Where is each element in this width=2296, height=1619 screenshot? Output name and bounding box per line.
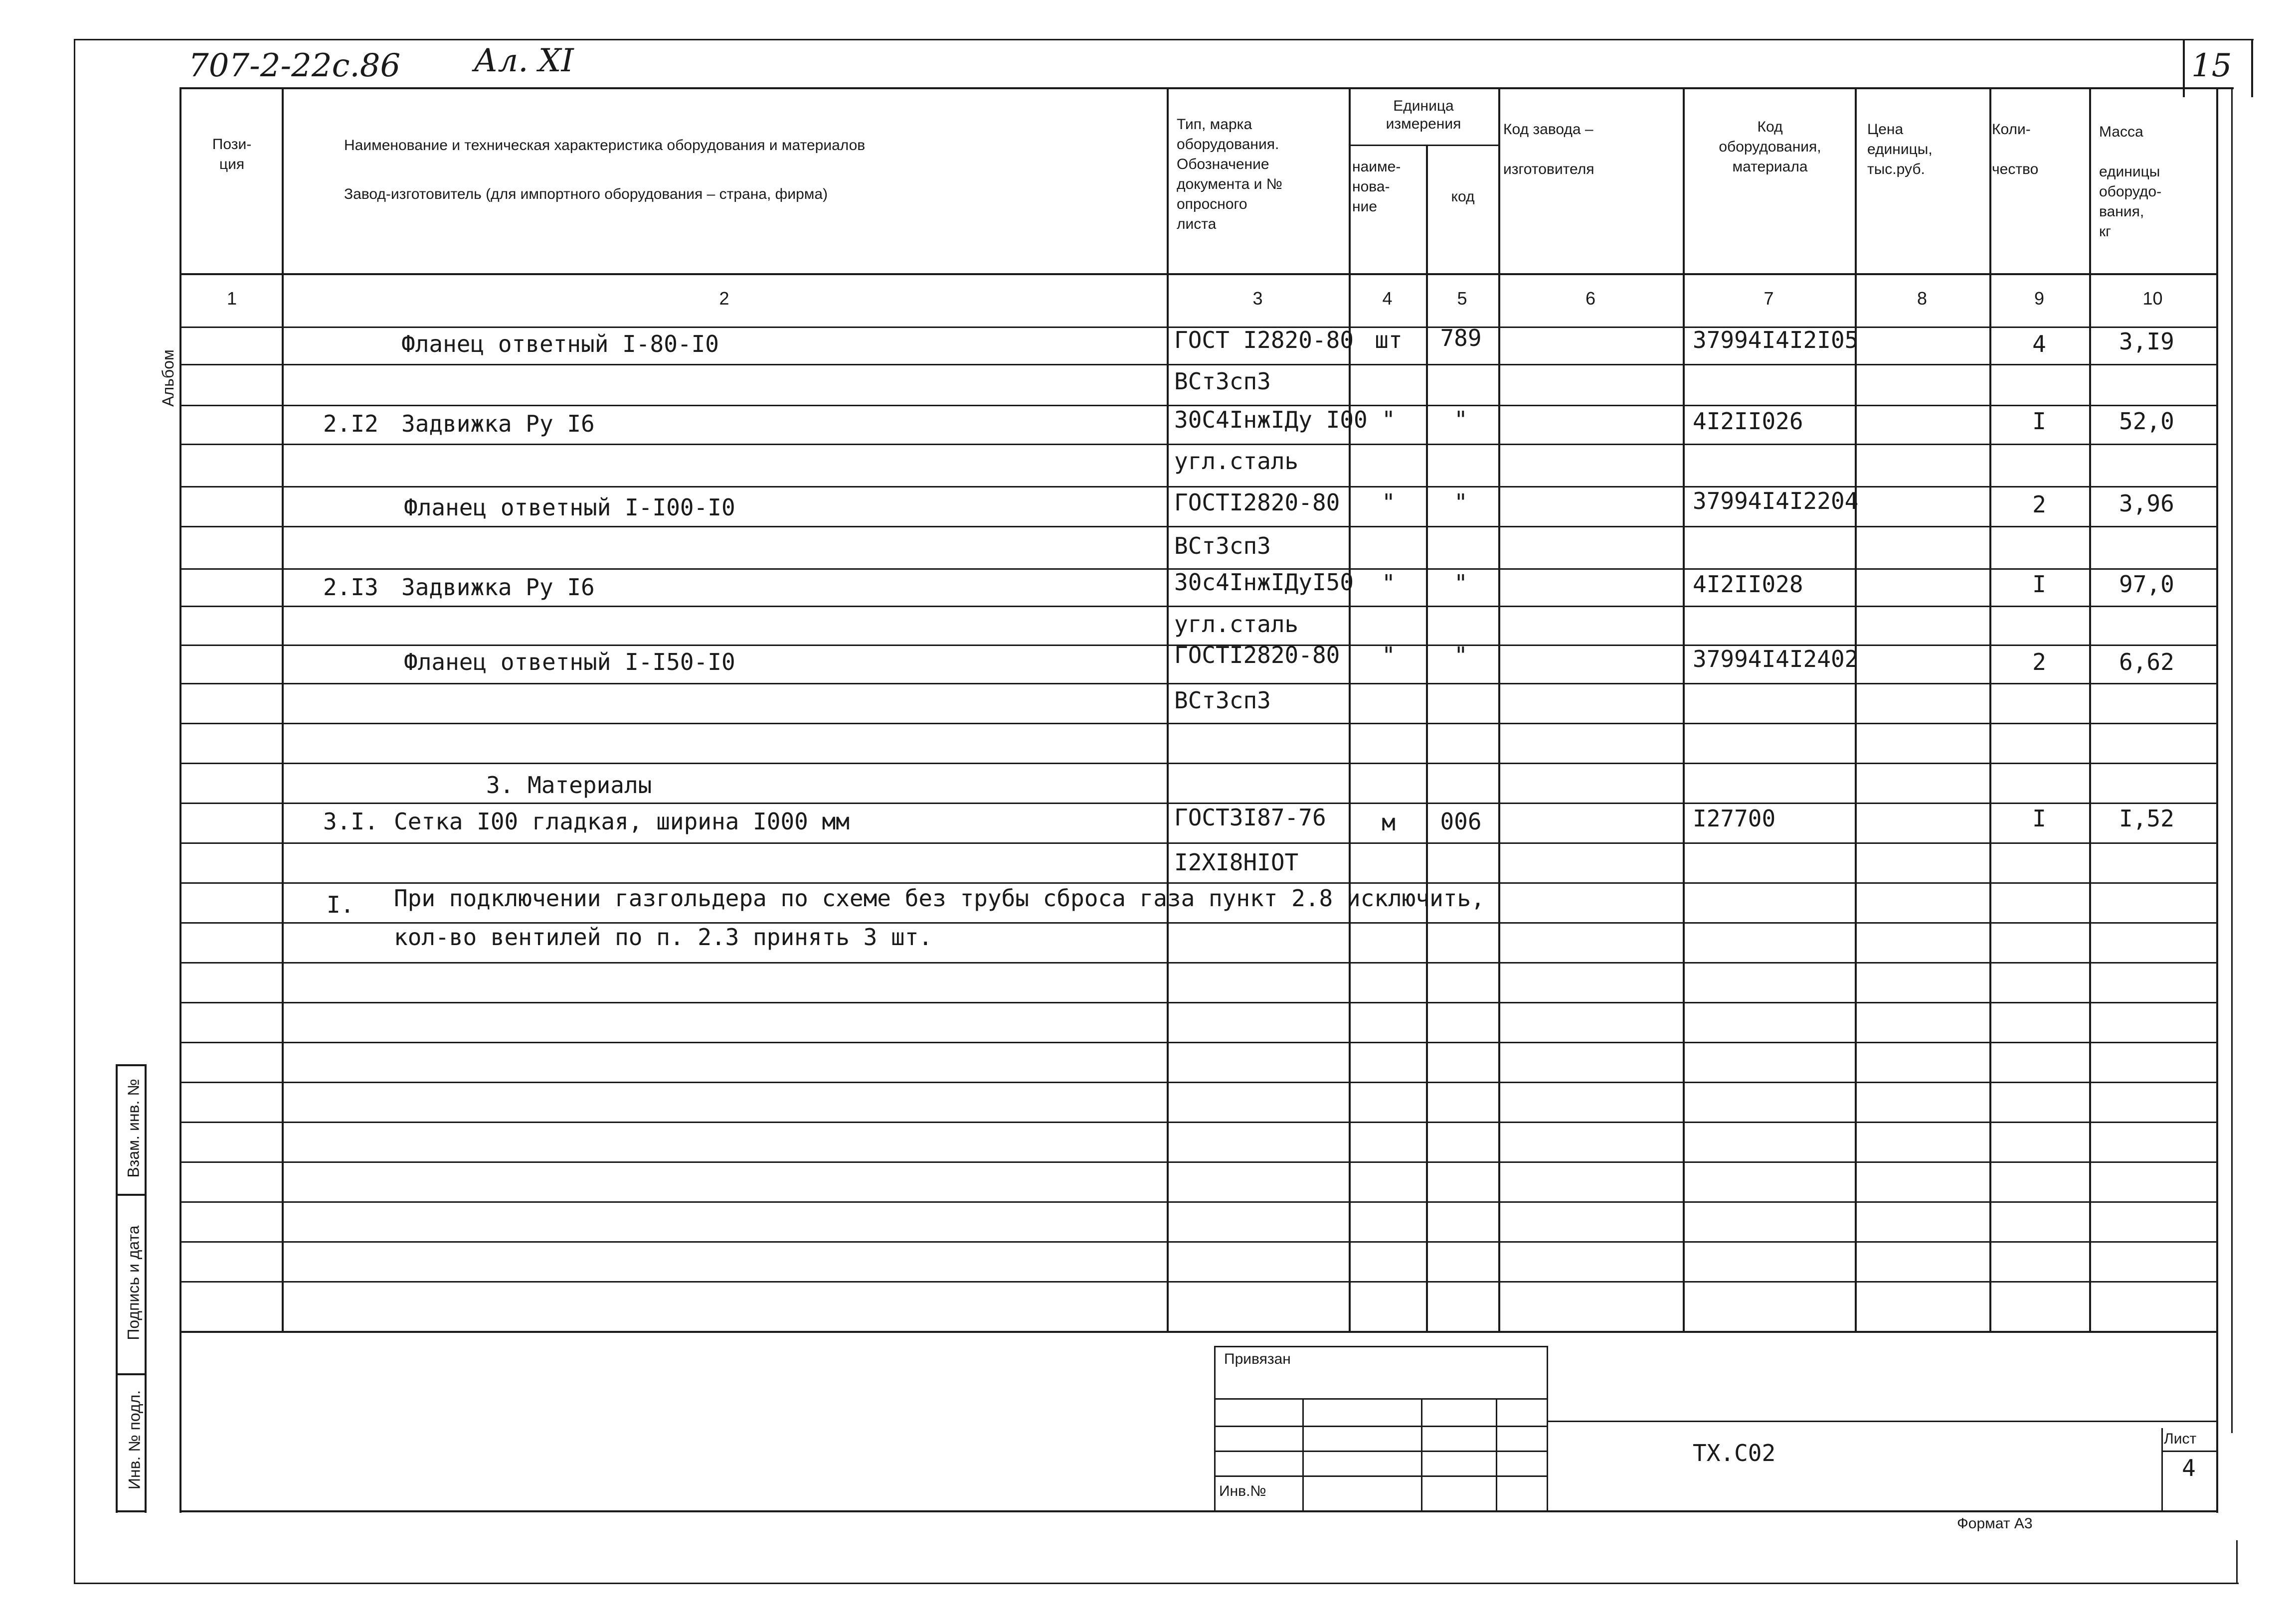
row-4-code: 37994I4I2204 <box>1693 487 1859 514</box>
header-bottom-line <box>179 273 2218 275</box>
row-line <box>179 723 2218 724</box>
row-2-pos: 2.I2 <box>323 410 378 437</box>
sheet-corner-number: 15 <box>2191 47 2232 84</box>
table-right-border <box>2216 87 2218 1513</box>
row-line <box>179 1241 2218 1243</box>
header-quantity: Коли- чество <box>1992 121 2039 177</box>
stamp-box-col-3 <box>1496 1398 1497 1510</box>
row-line <box>179 526 2218 527</box>
header-name: Наименование и техническая характеристика оборудования и материалов <box>344 137 866 154</box>
row-8-qty: 2 <box>2032 648 2046 675</box>
row-4-unit: " <box>1382 489 1396 516</box>
row-line <box>179 763 2218 764</box>
outer-right-line <box>2236 1540 2238 1584</box>
stamp-attached-label: Привязан <box>1224 1351 1291 1367</box>
row-line <box>179 1042 2218 1043</box>
header-type: Тип, марка оборудования. Обозначение документа и № опросного листа <box>1177 116 1282 232</box>
drawing-code: ТХ.С02 <box>1693 1440 1776 1466</box>
note-number: I. <box>327 891 354 918</box>
row-4-type: ГОСТI2820-80 <box>1174 489 1340 516</box>
row-11-section-heading: 3. Материалы <box>486 772 652 799</box>
row-line <box>179 444 2218 445</box>
row-6-unit-code: " <box>1454 570 1468 597</box>
row-12-qty: I <box>2032 805 2046 832</box>
row-8-unit-code: " <box>1454 642 1468 669</box>
col-line-3 <box>1349 87 1351 1331</box>
colnum-3: 3 <box>1252 288 1263 309</box>
unit-group-line <box>1349 145 1498 146</box>
table-bottom-border <box>179 1510 2218 1512</box>
stamp-box-left <box>1214 1346 1216 1510</box>
stamp-label-signature: Подпись и дата <box>124 1225 143 1340</box>
sheet-box-mid <box>2161 1451 2216 1452</box>
stamp-box-row-3 <box>1214 1451 1548 1452</box>
row-2-qty: I <box>2032 408 2046 435</box>
row-12-unit-code: 006 <box>1440 808 1482 835</box>
note-line-1: При подключении газгольдера по схеме без трубы сброса газа пункт 2.8 исключить, <box>394 885 1485 912</box>
outer-bottom-line <box>75 1583 2239 1584</box>
row-line <box>179 1122 2218 1123</box>
sheet-box-left <box>2161 1428 2163 1510</box>
stamp-sep-1 <box>116 1194 146 1196</box>
header-unit-code: код <box>1451 188 1475 205</box>
row-line <box>179 1161 2218 1163</box>
row-6-pos: 2.I3 <box>323 574 378 601</box>
stamp-box-right <box>1547 1346 1548 1510</box>
row-0-type: ГОСТ I2820-80 <box>1174 326 1354 353</box>
note-line-2: кол-во вентилей по п. 2.3 принять 3 шт. <box>394 924 933 951</box>
row-13-type: I2XI8HIOT <box>1174 849 1299 876</box>
row-5-type: ВСт3сп3 <box>1174 532 1271 559</box>
table-right-inner <box>2231 87 2233 1433</box>
stamp-box-col-2 <box>1421 1398 1422 1510</box>
row-6-mass: 97,0 <box>2119 571 2174 598</box>
row-3-type: угл.сталь <box>1174 448 1299 475</box>
row-9-type: ВСт3сп3 <box>1174 687 1271 714</box>
row-2-type: 30С4IнжIДу I00 <box>1174 406 1368 433</box>
stamp-box-col-1 <box>1302 1398 1304 1510</box>
colnum-6: 6 <box>1585 288 1596 309</box>
row-8-unit: " <box>1382 642 1396 669</box>
album-ref: Ал. XI <box>474 42 574 79</box>
row-4-qty: 2 <box>2032 491 2046 518</box>
row-line <box>179 683 2218 684</box>
colnum-5: 5 <box>1457 288 1467 309</box>
row-line <box>179 364 2218 365</box>
row-line <box>179 1201 2218 1203</box>
header-manufacturer: Завод-изготовитель (для импортного оборудования – страна, фирма) <box>344 186 828 202</box>
header-unit-group: Единица измерения <box>1386 98 1461 132</box>
row-2-mass: 52,0 <box>2119 408 2174 435</box>
header-plant-code: Код завода – изготовителя <box>1503 121 1594 177</box>
row-line <box>179 1281 2218 1283</box>
stamp-inv-label: Инв.№ <box>1219 1483 1266 1499</box>
row-0-unit: шт <box>1375 326 1403 353</box>
row-4-name: Фланец ответный I-I00-I0 <box>404 494 735 521</box>
sheet-label: Лист <box>2164 1431 2197 1447</box>
stamp-sep-2 <box>116 1373 146 1375</box>
body-bottom-line <box>179 1331 2218 1333</box>
row-12-type: ГОСТ3I87-76 <box>1174 804 1326 831</box>
row-12-mass: I,52 <box>2119 805 2174 832</box>
row-2-unit: " <box>1382 406 1396 433</box>
row-0-code: 37994I4I2I05 <box>1693 326 1859 353</box>
colnum-10: 10 <box>2142 288 2163 309</box>
col-line-2 <box>1167 87 1169 1331</box>
doc-ref: 707-2-22с.86 <box>188 47 401 84</box>
outer-top-line <box>75 39 2254 40</box>
col-line-8 <box>1989 87 1991 1331</box>
col-line-7 <box>1855 87 1857 1331</box>
row-6-type: 30с4IнжIДуI50 <box>1174 569 1354 596</box>
header-position: Пози- ция <box>212 136 252 172</box>
format-label: Формат А3 <box>1957 1515 2033 1532</box>
col-line-4 <box>1426 145 1428 1331</box>
col-line-9 <box>2089 87 2091 1331</box>
stamp-col-right <box>145 1064 147 1513</box>
row-6-name: Задвижка Ру I6 <box>401 574 595 601</box>
title-block-line <box>1547 1421 2217 1422</box>
row-12-pos: 3.I. <box>323 808 378 835</box>
row-0-name: Фланец ответный I-80-I0 <box>401 330 719 357</box>
header-unit-name: наиме- нова- ние <box>1352 159 1401 215</box>
row-12-name: Сетка I00 гладкая, ширина I000 мм <box>394 808 850 835</box>
row-1-type: ВСт3сп3 <box>1174 368 1271 395</box>
colnum-8: 8 <box>1917 288 1928 309</box>
row-6-qty: I <box>2032 571 2046 598</box>
row-0-unit-code: 789 <box>1440 324 1482 351</box>
row-8-code: 37994I4I2402 <box>1693 646 1859 672</box>
stamp-label-inv: Инв. № подл. <box>125 1390 144 1490</box>
row-2-unit-code: " <box>1454 406 1468 433</box>
colnum-1: 1 <box>226 288 237 309</box>
row-line <box>179 1082 2218 1083</box>
table-left-border <box>179 87 181 1513</box>
outer-left-line <box>74 39 75 1584</box>
stamp-box-row-2 <box>1214 1426 1548 1427</box>
colnum-7: 7 <box>1764 288 1774 309</box>
col-line-5 <box>1498 87 1500 1331</box>
row-line <box>179 842 2218 844</box>
col-line-1 <box>282 87 284 1331</box>
row-7-type: угл.сталь <box>1174 611 1299 638</box>
colnum-9: 9 <box>2034 288 2045 309</box>
corner-box-right <box>2251 40 2253 97</box>
stamp-box-row-4 <box>1214 1475 1548 1477</box>
stamp-label-replace: Взам. инв. № <box>124 1079 143 1178</box>
row-12-unit: м <box>1382 809 1396 836</box>
row-4-unit-code: " <box>1454 489 1468 516</box>
row-8-name: Фланец ответный I-I50-I0 <box>404 648 735 675</box>
row-12-code: I27700 <box>1693 805 1776 832</box>
stamp-top-line <box>116 1064 146 1066</box>
row-0-mass: 3,I9 <box>2119 328 2174 355</box>
row-line <box>179 962 2218 964</box>
stamp-box-top <box>1214 1346 1548 1347</box>
row-6-unit: " <box>1382 570 1396 597</box>
stamp-box-row-1 <box>1214 1398 1548 1400</box>
row-line <box>179 1002 2218 1003</box>
row-2-name: Задвижка Ру I6 <box>401 410 595 437</box>
row-line <box>179 606 2218 607</box>
row-2-code: 4I2II026 <box>1693 408 1803 435</box>
colnum-2: 2 <box>719 288 729 309</box>
table-top-border <box>179 87 2234 89</box>
side-label-album: Альбом <box>159 349 177 407</box>
stamp-col-left <box>116 1064 118 1513</box>
row-4-mass: 3,96 <box>2119 490 2174 517</box>
row-6-code: 4I2II028 <box>1693 571 1803 598</box>
col-line-6 <box>1683 87 1685 1331</box>
row-8-type: ГОСТI2820-80 <box>1174 642 1340 668</box>
row-0-qty: 4 <box>2032 330 2046 357</box>
stamp-bottom-line <box>116 1510 146 1512</box>
colnum-4: 4 <box>1382 288 1393 309</box>
header-price: Цена единицы, тыс.руб. <box>1867 121 1933 177</box>
row-8-mass: 6,62 <box>2119 648 2174 675</box>
header-equipment-code: Код оборудования, материала <box>1719 119 1821 175</box>
sheet-number: 4 <box>2182 1455 2196 1481</box>
header-mass: Масса единицы оборудо- вания, кг <box>2099 124 2162 240</box>
